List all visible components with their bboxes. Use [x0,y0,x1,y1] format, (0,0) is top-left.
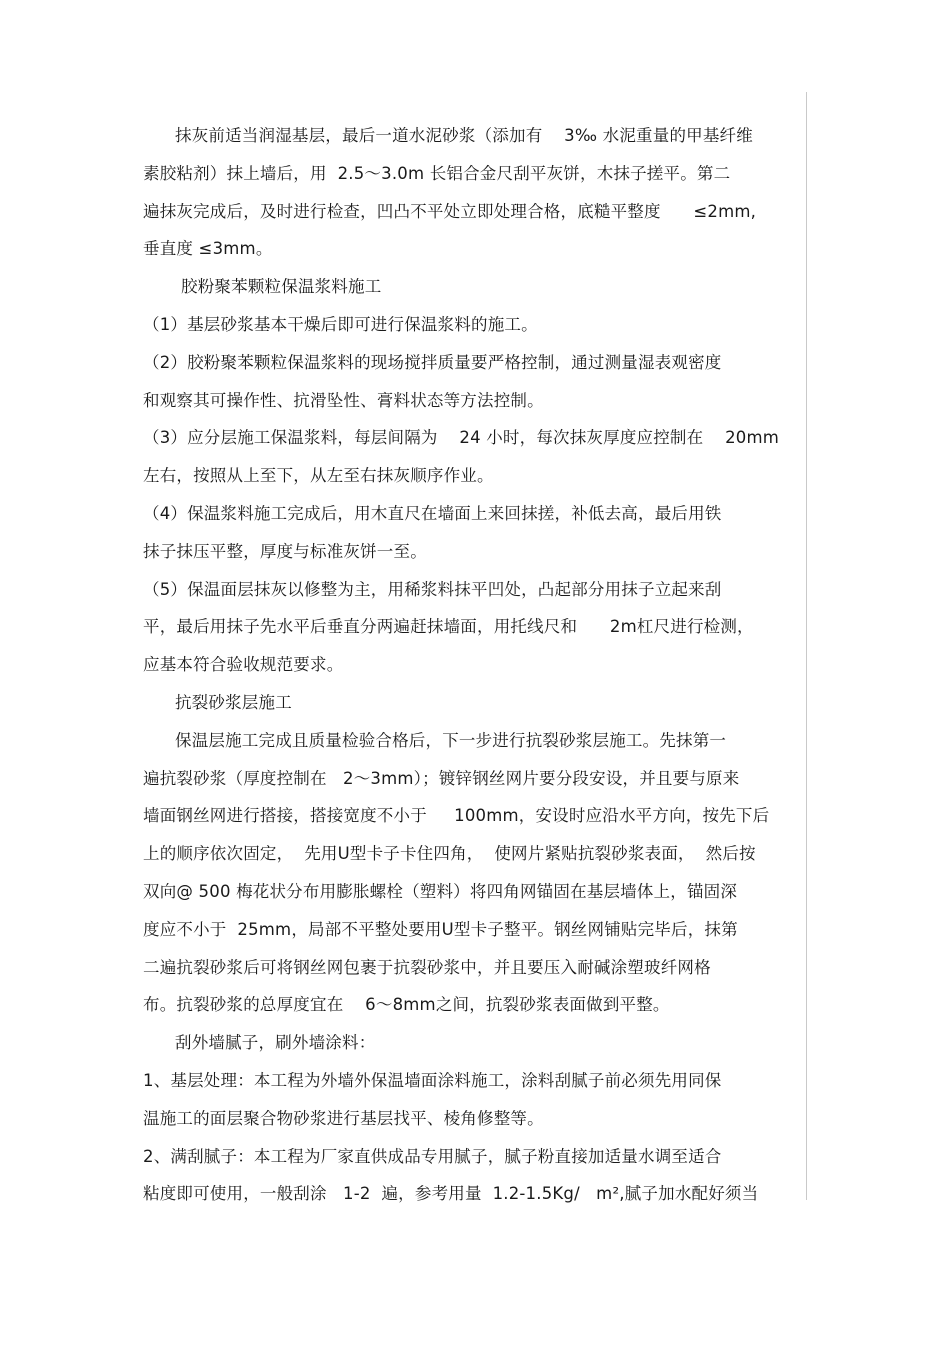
paragraph-line: 垂直度 ≤3mm。 [143,239,273,259]
list-item: 2、满刮腻子：本工程为厂家直供成品专用腻子，腻子粉直接加适量水调至适合 [143,1146,722,1166]
paragraph-line: 抹灰前适当润湿基层，最后一道水泥砂浆（添加有 3‰ 水泥重量的甲基纤维 [175,126,753,145]
paragraph-line: 和观察其可操作性、抗滑坠性、膏料状态等方法控制。 [143,390,544,410]
paragraph-line: 平，最后用抹子先水平后垂直分两遍赶抹墙面，用托线尺和 2m杠尺进行检测， [143,617,754,637]
paragraph-line: 抹子抹压平整，厚度与标准灰饼一至。 [143,541,427,561]
paragraph-line: 墙面钢丝网进行搭接，搭接宽度不小于 100mm，安设时应沿水平方向，按先下后 [143,806,770,826]
paragraph-line: 度应不小于 25mm，局部不平整处要用U型卡子整平。钢丝网铺贴完毕后，抹第 [143,919,738,939]
paragraph-line: 粘度即可使用，一般刮涂 1-2 遍，参考用量 1.2-1.5Kg/ m²,腻子加水配好须当 [143,1184,759,1204]
paragraph-line: 布。抗裂砂浆的总厚度宜在 6～8mm之间，抗裂砂浆表面做到平整。 [143,995,670,1015]
list-item: （2）胶粉聚苯颗粒保温浆料的现场搅拌质量要严格控制，通过测量湿表观密度 [143,352,722,372]
list-item: （3）应分层施工保温浆料，每层间隔为 24 小时，每次抹灰厚度应控制在 20mm [143,428,780,448]
paragraph-line: 左右，按照从上至下，从左至右抹灰顺序作业。 [143,466,494,486]
paragraph-line: 遍抹灰完成后，及时进行检查，凹凸不平处立即处理合格，底糙平整度 ≤2mm, [143,201,757,221]
paragraph-line: 二遍抗裂砂浆后可将钢丝网包裹于抗裂砂浆中，并且要压入耐碱涂塑玻纤网格 [143,957,711,977]
paragraph-line: 双向@ 500 梅花状分布用膨胀螺栓（塑料）将四角网锚固在基层墙体上，锚固深 [143,881,738,901]
paragraph-line: 遍抗裂砂浆（厚度控制在 2～3mm）；镀锌钢丝网片要分段安设，并且要与原来 [143,768,740,788]
section-heading: 胶粉聚苯颗粒保温浆料施工 [181,277,382,297]
list-item: 1、基层处理：本工程为外墙外保温墙面涂料施工，涂料刮腻子前必须先用同保 [143,1070,722,1090]
paragraph-line: 上的顺序依次固定， 先用U型卡子卡住四角， 使网片紧贴抗裂砂浆表面， 然后按 [143,844,756,864]
paragraph-line: 温施工的面层聚合物砂浆进行基层找平、棱角修整等。 [143,1108,544,1128]
list-item: （4）保温浆料施工完成后，用木直尺在墙面上来回抹搓，补低去高，最后用铁 [143,503,722,523]
paragraph-line: 应基本符合验收规范要求。 [143,655,344,675]
list-item: （5）保温面层抹灰以修整为主，用稀浆料抹平凹处，凸起部分用抹子立起来刮 [143,579,722,599]
paragraph-line: 保温层施工完成且质量检验合格后，下一步进行抗裂砂浆层施工。先抹第一 [175,730,727,750]
section-heading: 刮外墙腻子，刷外墙涂料： [175,1033,376,1053]
document-body [143,117,823,1213]
paragraph-line: 素胶粘剂）抹上墙后，用 2.5～3.0m 长铝合金尺刮平灰饼，木抹子搓平。第二 [143,163,731,183]
section-heading: 抗裂砂浆层施工 [175,692,292,712]
list-item: （1）基层砂浆基本干燥后即可进行保温浆料的施工。 [143,314,538,334]
